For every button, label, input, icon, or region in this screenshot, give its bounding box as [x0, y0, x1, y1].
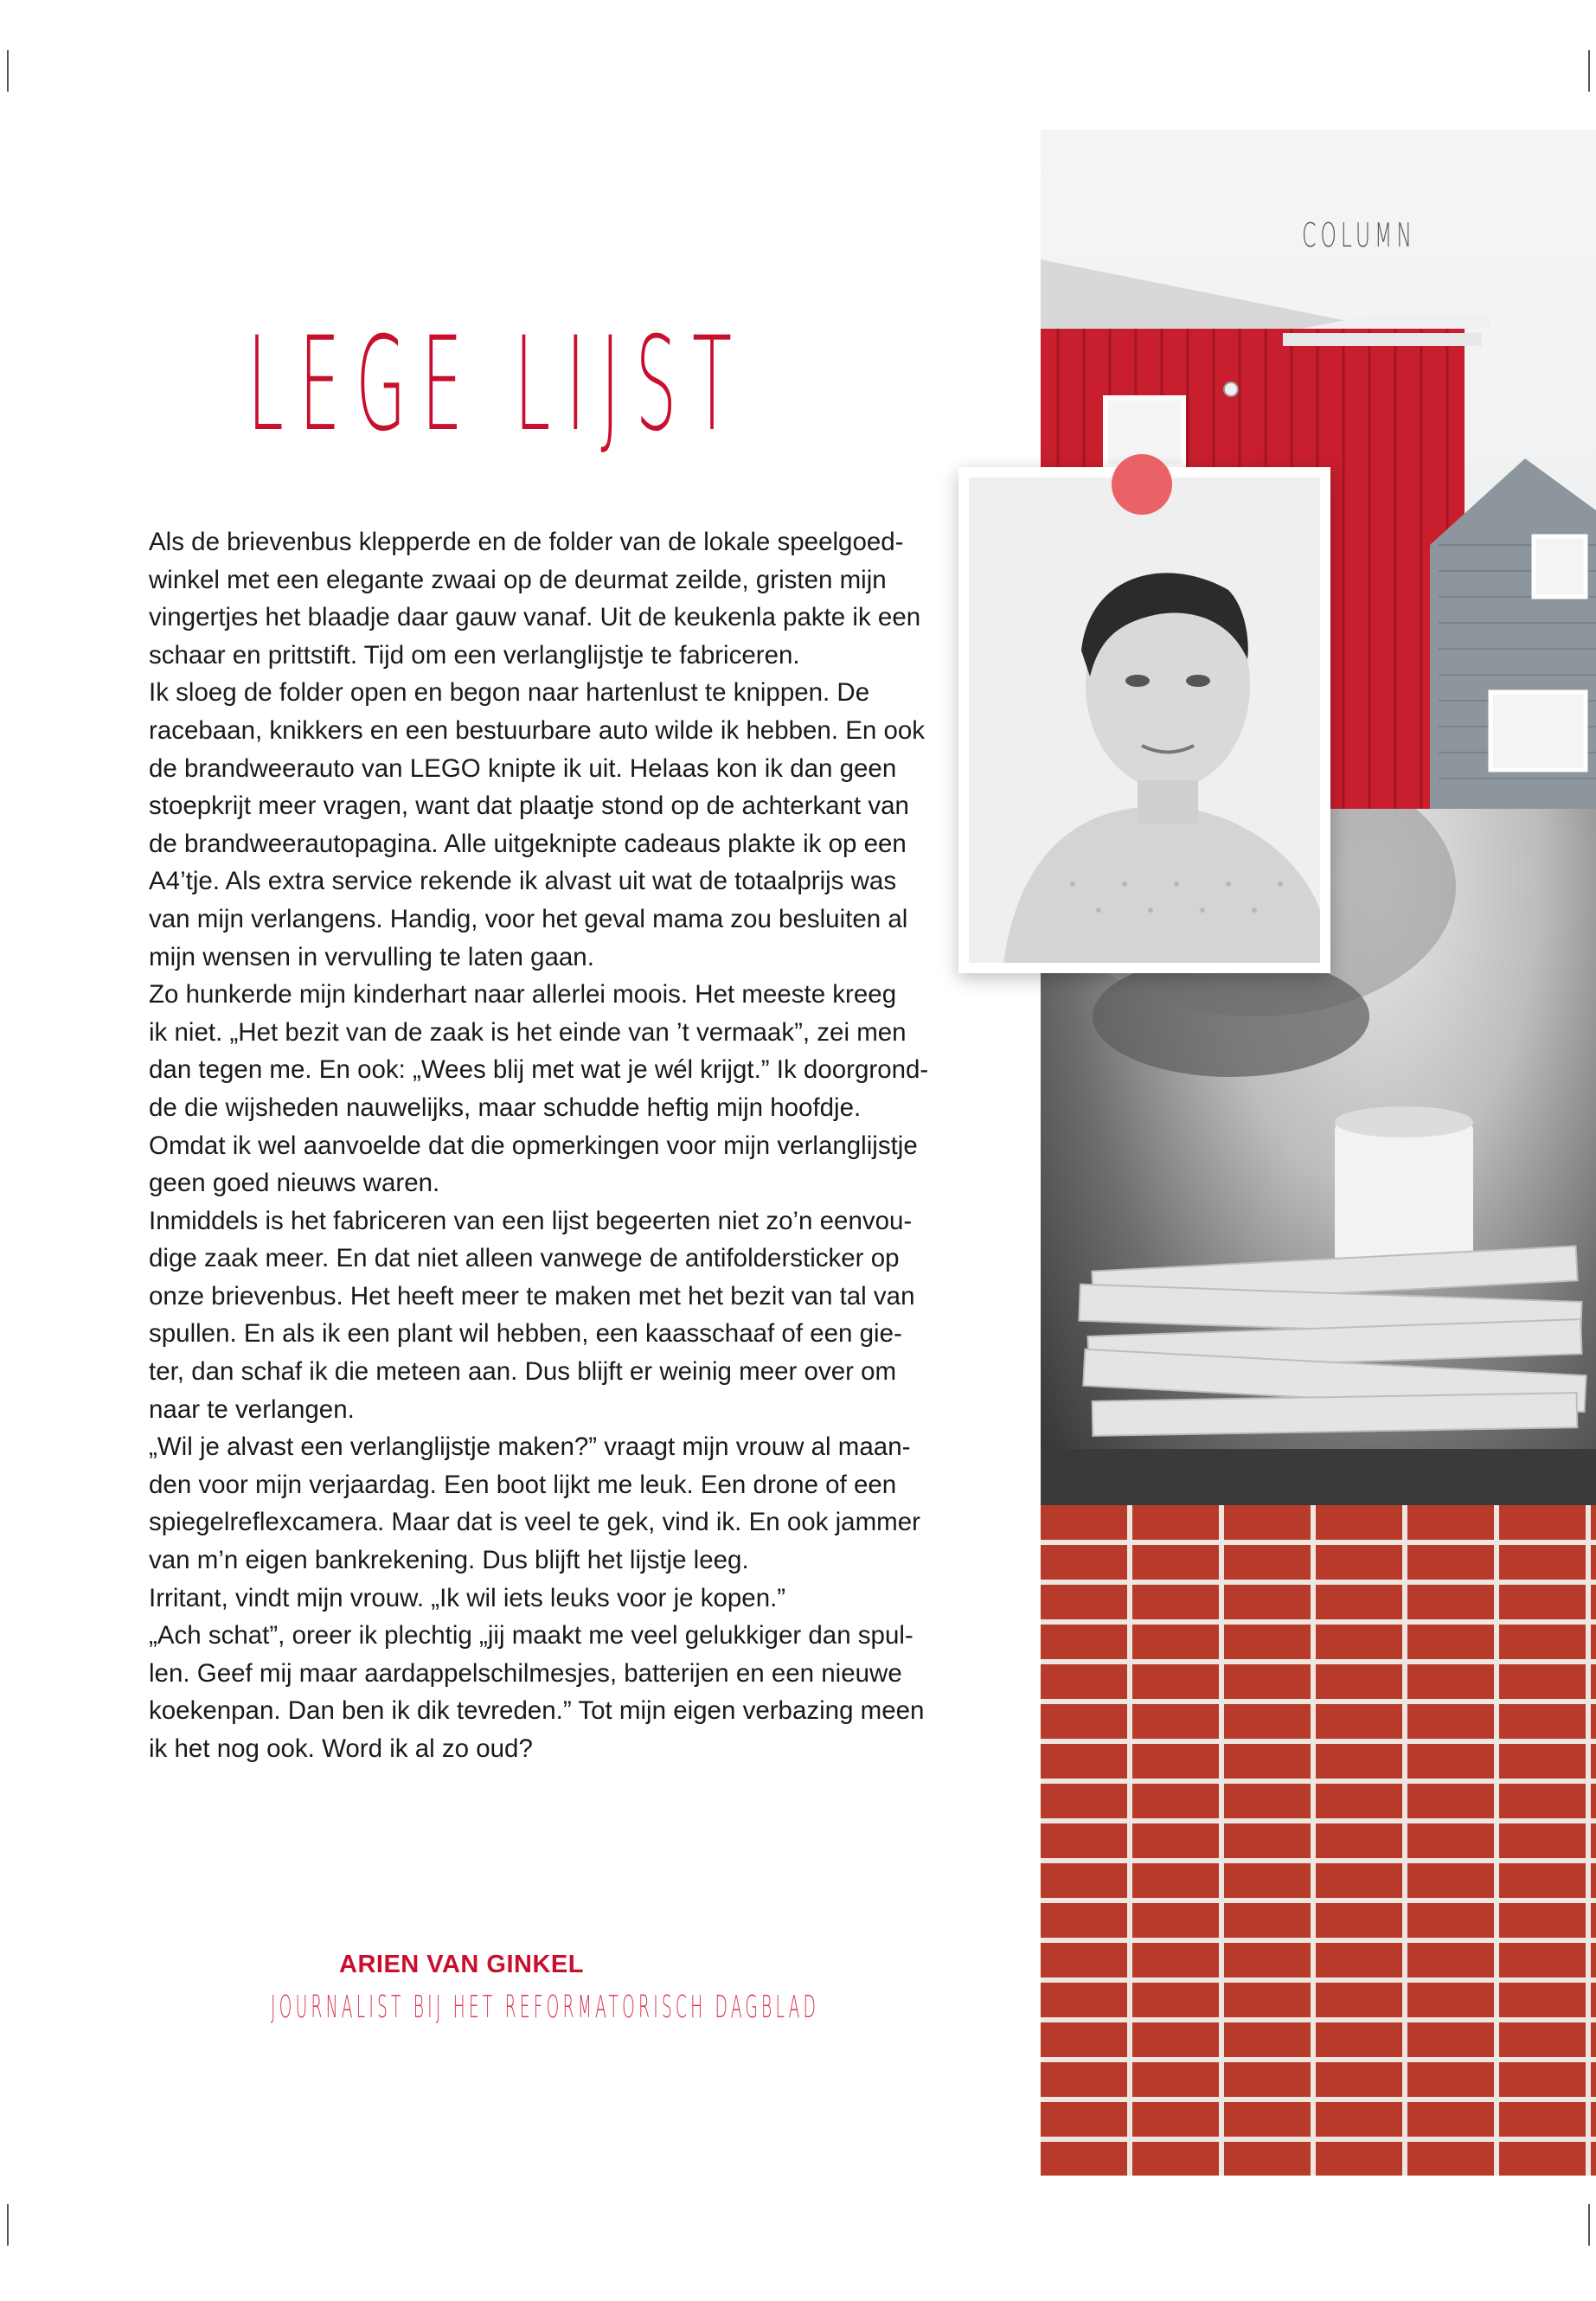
- body-line: ter, dan schaf ik die meteen aan. Dus blijft er weinig meer over om: [149, 1357, 897, 1387]
- crop-mark-top-right: [1588, 50, 1590, 92]
- body-line: mijn wensen in vervulling te laten gaan.: [149, 942, 594, 971]
- body-line: schaar en prittstift. Tijd om een verlanglijstje te fabriceren.: [149, 640, 800, 670]
- body-line: stoepkrijt meer vragen, want dat plaatje stond op de achterkant van: [149, 792, 909, 821]
- portrait-illustration: [969, 478, 1320, 963]
- body-line: „Wil je alvast een verlanglijstje maken?” vraagt mijn vrouw al maan-: [149, 1433, 911, 1462]
- body-line: de die wijsheden nauwelijks, maar schudde heftig mijn hoofdje.: [149, 1093, 862, 1122]
- body-line: de brandweerauto van LEGO knipte ik uit. Helaas kon ik dan geen: [149, 753, 897, 783]
- body-line: Als de brievenbus klepperde en de folder van de lokale speelgoed-: [149, 528, 904, 556]
- crop-mark-bottom-left: [7, 2204, 9, 2246]
- crop-mark-top-left: [7, 50, 9, 92]
- body-line: Ik sloeg de folder open en begon naar hartenlust te knippen. De: [149, 678, 870, 708]
- body-line: koekenpan. Dan ben ik dik tevreden.” Tot mijn eigen verbazing meen: [149, 1696, 925, 1726]
- body-line: onze brievenbus. Het heeft meer te maken met het bezit van tal van: [149, 1281, 915, 1311]
- section-label: COLUMN: [1302, 216, 1416, 254]
- page-title: LEGE LIJST: [247, 310, 747, 460]
- body-line: winkel met een elegante zwaai op de deurmat zeilde, gristen mijn: [149, 565, 887, 594]
- body-line: naar te verlangen.: [149, 1394, 355, 1424]
- body-line: A4’tje. Als extra service rekende ik alvast uit wat de totaalprijs was: [149, 867, 897, 896]
- body-line: Inmiddels is het fabriceren van een lijst begeerten niet zo’n eenvou-: [149, 1206, 913, 1235]
- body-line: Omdat ik wel aanvoelde dat die opmerkingen voor mijn verlanglijstje: [149, 1131, 918, 1160]
- body-line: geen goed nieuws waren.: [149, 1169, 440, 1198]
- brick-wall-photo: [1041, 1505, 1596, 2176]
- body-line: ik het nog ook. Word ik al zo oud?: [149, 1734, 533, 1763]
- body-line: vingertjes het blaadje daar gauw vanaf. Uit de keukenla pakte ik een: [149, 603, 921, 632]
- body-line: dige zaak meer. En dat niet alleen vanwege de antifoldersticker op: [149, 1244, 900, 1273]
- author-role: JOURNALIST BIJ HET REFORMATORISCH DAGBLAD: [271, 1990, 820, 2025]
- body-line: spiegelreflexcamera. Maar dat is veel te gek, vind ik. En ook jammer: [149, 1508, 920, 1537]
- body-line: len. Geef mij maar aardappelschilmesjes, batterijen en een nieuwe: [149, 1658, 902, 1688]
- body-line: racebaan, knikkers en een bestuurbare auto wilde ik hebben. En ook: [149, 715, 926, 745]
- crop-mark-bottom-right: [1588, 2204, 1590, 2246]
- body-line: Irritant, vindt mijn vrouw. „Ik wil iets leuks voor je kopen.”: [149, 1583, 786, 1612]
- article-body: [149, 523, 929, 1768]
- portrait-photo: [969, 478, 1320, 963]
- body-line: Zo hunkerde mijn kinderhart naar allerlei moois. Het meeste kreeg: [149, 980, 897, 1009]
- body-line: den voor mijn verjaardag. Een boot lijkt me leuk. Een drone of een: [149, 1470, 897, 1499]
- body-line: spullen. En als ik een plant wil hebben, een kaasschaaf of een gie-: [149, 1319, 902, 1349]
- body-line: van m’n eigen bankrekening. Dus blijft het lijstje leeg.: [149, 1546, 749, 1575]
- body-line: dan tegen me. En ook: „Wees blij met wat je wél krijgt.” Ik doorgrond-: [149, 1055, 929, 1085]
- body-line: „Ach schat”, oreer ik plechtig „jij maakt me veel gelukkiger dan spul-: [149, 1621, 913, 1650]
- body-line: ik niet. „Het bezit van de zaak is het einde van ’t vermaak”, zei men: [149, 1017, 907, 1047]
- author-portrait: [958, 467, 1330, 973]
- body-line: de brandweerautopagina. Alle uitgeknipte cadeaus plakte ik op een: [149, 829, 907, 858]
- pin-dot: [1112, 454, 1172, 515]
- body-line: van mijn verlangens. Handig, voor het geval mama zou besluiten al: [149, 904, 908, 933]
- author-name: ARIEN VAN GINKEL: [339, 1951, 584, 1978]
